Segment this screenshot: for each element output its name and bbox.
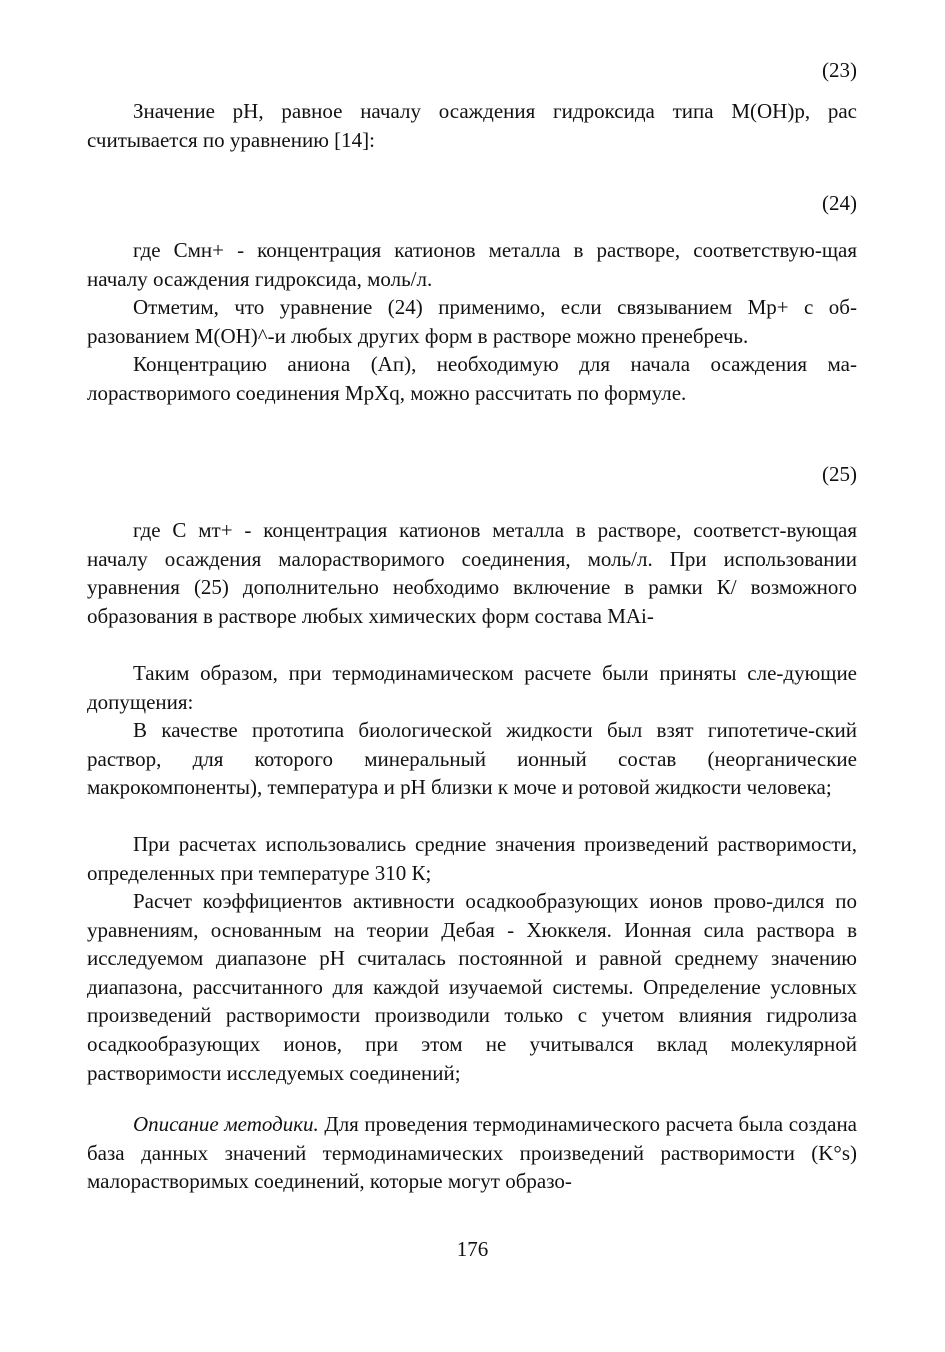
page-number: 176 [456, 1237, 489, 1261]
paragraph-text: где Смн+ - концентрация катионов металла в растворе, соответствую-щая началу осаждения гидроксида, моль/л. [87, 238, 857, 291]
paragraph-text: В качестве прототипа биологической жидкости был взят гипотетиче-ский раствор, для которого минеральный ионный состав (неорганические макрокомпоненты), температура и pH близки к моче и ротовой жидкости человека; [87, 718, 857, 800]
paragraph-anion-concentration [87, 350, 857, 407]
paragraph-assumption-prototype [87, 716, 857, 802]
equation-number-23: (23) [822, 58, 857, 82]
paragraph-assumption-activity [87, 887, 857, 1087]
paragraph-text: Отметим, что уравнение (24) применимо, если связыванием Мр+ с об-разованием М(ОН)^-и любых других форм в растворе можно пренебречь. [87, 295, 857, 348]
method-heading: Описание методики. [133, 1112, 319, 1136]
paragraph-text: Расчет коэффициентов активности осадкообразующих ионов прово-дился по уравнениям, основанным на теории Дебая - Хюккеля. Ионная сила раствора в исследуемом диапазоне pH считалась постоянной и равной среднему значению диапазона, рассчитанного для каждой изучаемой системы. Определение условных произведений растворимости производили только с учетом влияния гидролиза осадкообразующих ионов, при этом не учитывался вклад молекулярной растворимости исследуемых соединений; [87, 889, 857, 1085]
paragraph-text: При расчетах использовались средние значения произведений растворимости, определенных при температуре 310 К; [87, 832, 857, 885]
paragraph-text: Таким образом, при термодинамическом расчете были приняты сле-дующие допущения: [87, 661, 857, 714]
paragraph-text: Для проведения термодинамического расчета была создана база данных значений термодинамических произведений растворимости (K°s) малорастворимых соединений, которые могут образо- [87, 1112, 857, 1194]
paragraph-text: где С мт+ - концентрация катионов металла в растворе, соответст-вующая началу осаждения малорастворимого соединения, моль/л. При использовании уравнения (25) дополнительно необходимо включение в рамки К/ возможного образования в растворе любых химических форм состава МАi- [87, 518, 857, 628]
equation-number-25: (25) [822, 462, 857, 486]
paragraph-assumption-solubility [87, 830, 857, 887]
paragraph-method-description [87, 1110, 857, 1196]
paragraph-cmt-definition [87, 516, 857, 630]
equation-number-24: (24) [822, 191, 857, 215]
paragraph-cm-definition [87, 236, 857, 293]
paragraph-text: Значение pH, равное началу осаждения гидроксида типа M(OH)p, рас считывается по уравнению [14]: [87, 99, 857, 152]
paragraph-equation-24-note [87, 293, 857, 350]
paragraph-text: Концентрацию аниона (Ап), необходимую для начала осаждения ма-лорастворимого соединения MpXq, можно рассчитать по формуле. [87, 352, 857, 405]
paragraph-ph-intro [87, 97, 857, 154]
paragraph-assumptions-intro [87, 659, 857, 716]
